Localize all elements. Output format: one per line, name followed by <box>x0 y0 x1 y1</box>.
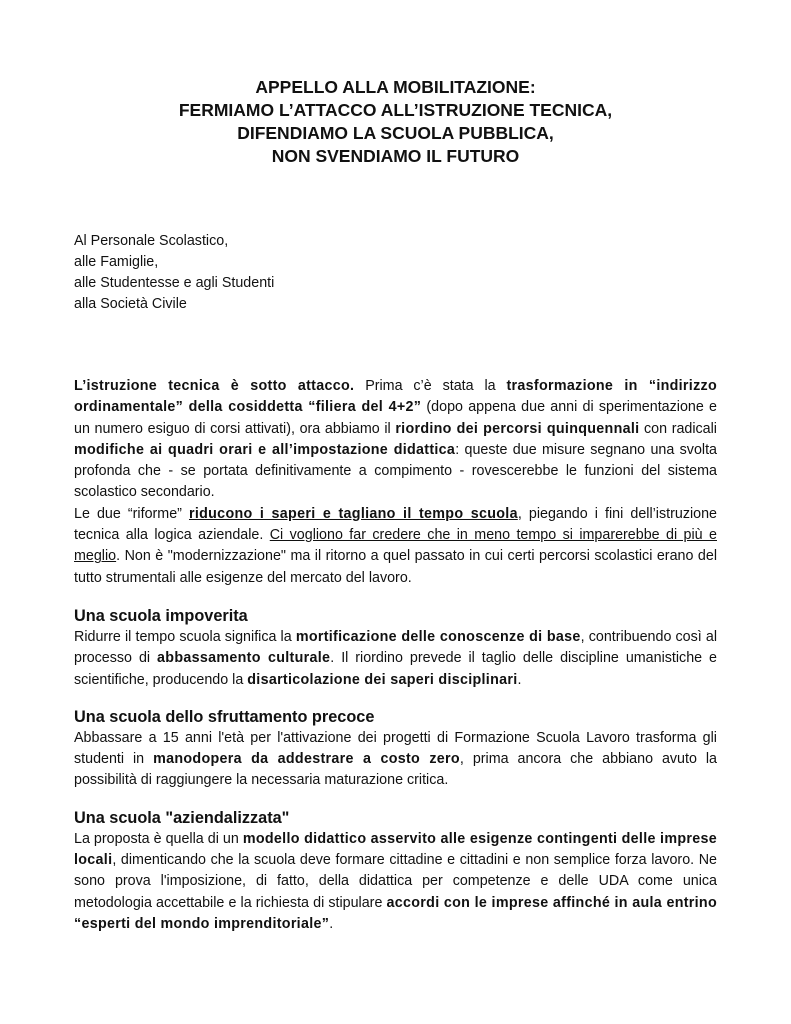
bold-text: accordi con le imprese affinché in aula entrino “esperti del mondo imprenditoriale” <box>74 894 718 932</box>
title-line-1: APPELLO ALLA MOBILITAZIONE: <box>255 77 536 97</box>
intro-paragraph-2 <box>74 504 717 589</box>
bold-text: abbassamento culturale <box>157 650 331 667</box>
bold-underlined-text: riducono i saperi e tagliano il tempo scuola <box>188 505 518 522</box>
bold-text: disarticolazione dei saperi disciplinari <box>247 671 518 688</box>
section-heading-exploitation: Una scuola dello sfruttamento precoce <box>74 707 375 726</box>
text: , dimenticando che la scuola deve formare cittadine e cittadini e non semplice forza lavoro. Ne sono prova l'imposizione, di fatto, della didattica per competenze e delle UDA come unica metodologia accettabile e la richiesta di stipulare <box>74 852 717 911</box>
text: . <box>517 671 522 688</box>
section-paragraph-exploitation <box>74 728 717 792</box>
text: Ridurre il tempo scuola significa la <box>74 628 296 645</box>
text: . Non è "modernizzazione" ma il ritorno a quel passato in cui certi percorsi scolastici erano del tutto strumentali alle esigenze del mercato del lavoro. <box>74 548 717 586</box>
text: Abbassare a 15 anni l'età per l'attivazione dei progetti di Formazione Scuola Lavoro trasforma gli studenti in <box>74 729 717 768</box>
section-paragraph-impoverished <box>74 627 717 691</box>
text: , piegando i fini dell’istruzione tecnica alla logica aziendale. <box>74 505 717 544</box>
section-paragraph-corporatized <box>74 829 717 935</box>
document-body <box>74 376 717 935</box>
bold-text: modello didattico asservito alle esigenze contingenti delle imprese locali <box>74 830 717 869</box>
title-line-2: FERMIAMO L’ATTACCO ALL’ISTRUZIONE TECNICA, <box>178 100 613 120</box>
text: Prima c’è stata la <box>354 378 507 394</box>
title-line-3: DIFENDIAMO LA SCUOLA PUBBLICA, <box>237 123 554 143</box>
addressee-families: alle Famiglie, <box>74 254 159 270</box>
bold-text: mortificazione delle conoscenze di base <box>295 628 581 645</box>
text: Le due “riforme” <box>74 505 189 522</box>
bold-text: trasformazione in “indirizzo ordinamentale” della cosiddetta “filiera del 4+2” <box>74 378 717 416</box>
bold-text: manodopera da addestrare a costo zero <box>153 751 460 768</box>
addressees-list <box>74 231 274 315</box>
bold-text: L’istruzione tecnica è sotto attacco. <box>74 378 355 394</box>
addressee-students: alle Studentesse e agli Studenti <box>74 275 275 291</box>
text: con radicali <box>639 420 717 437</box>
text: , prima ancora che abbiano avuto la possibilità di raggiungere la necessaria maturazione critica. <box>74 751 717 789</box>
text: . <box>329 915 334 932</box>
underlined-text: Ci vogliono far credere che in meno tempo si imparerebbe di più e meglio <box>74 527 717 565</box>
intro-paragraph-1 <box>74 376 717 504</box>
text: . Il riordino prevede il taglio delle discipline umanistiche e scientifiche, producendo la <box>74 650 717 688</box>
bold-text: modifiche ai quadri orari e all’impostazione didattica <box>74 441 456 458</box>
document-title <box>0 76 791 168</box>
section-heading-impoverished: Una scuola impoverita <box>74 606 248 625</box>
addressee-school-staff: Al Personale Scolastico, <box>74 233 229 249</box>
section-heading-corporatized: Una scuola "aziendalizzata" <box>74 808 290 827</box>
text: La proposta è quella di un <box>74 830 243 847</box>
text: , contribuendo così al processo di <box>74 628 717 667</box>
bold-text: riordino dei percorsi quinquennali <box>395 420 640 437</box>
text: : queste due misure segnano una svolta profonda che - se portata definitivamente a compimento - rovescerebbe le funzioni del sistema scolastico secondario. <box>74 441 718 501</box>
title-line-4: NON SVENDIAMO IL FUTURO <box>271 146 520 166</box>
text: (dopo appena due anni di sperimentazione e un numero esiguo di corsi attivati), ora abbiamo il <box>74 399 717 437</box>
addressee-civil-society: alla Società Civile <box>74 296 187 312</box>
